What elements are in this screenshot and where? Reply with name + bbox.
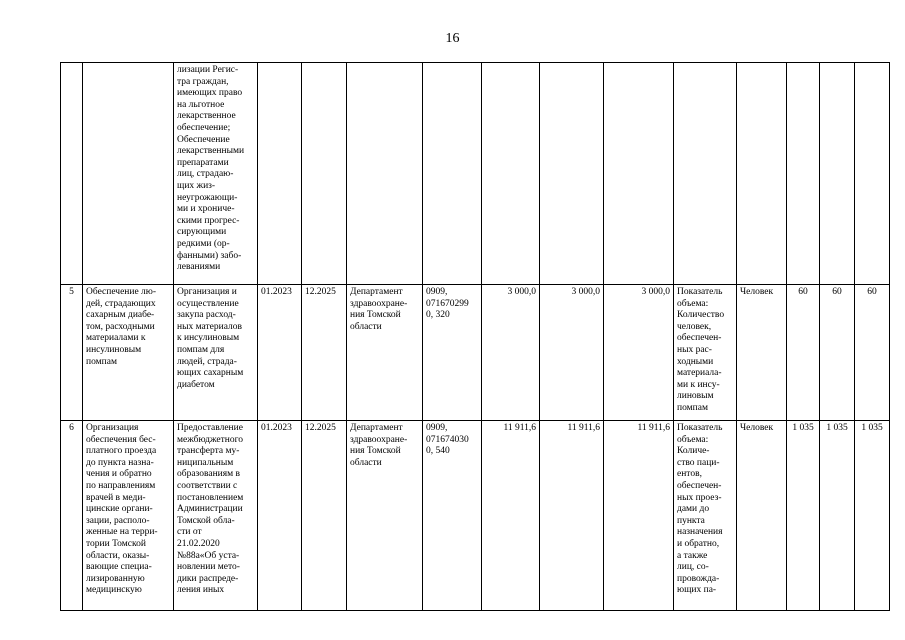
activities-text: Организация и осуществление закупа расход- ных материалов к инсулиновым помпам для людей, страда- ющих сахарным диабетом [177, 287, 244, 390]
cell-sum-1 [482, 63, 540, 285]
cell-activities [174, 285, 258, 421]
cell-activities [174, 63, 258, 285]
event-name: Организация обеспечения бес- платного проезда до пункта назна- чения и обратно по направлениям врачей в меди- цинские органи- зации, располо- женные на терри- тории Томской области, оказы- вающие специа- лизированную медицинскую [86, 423, 158, 596]
event-name: Обеспечение лю- дей, страдающих сахарным диабе- том, расходными материалами к инсулиновым помпам [86, 287, 157, 367]
cell-unit [737, 63, 787, 285]
cell-executor [347, 421, 423, 611]
table-row-continuation [61, 63, 890, 285]
table-row-5 [61, 285, 890, 421]
row-number: 5 [61, 285, 83, 421]
cell-indicator [674, 63, 737, 285]
cell-value-2: 60 [820, 285, 855, 421]
cell-sum-3: 3 000,0 [604, 285, 674, 421]
cell-value-1 [787, 63, 820, 285]
cell-sum-2: 3 000,0 [540, 285, 604, 421]
cell-num [61, 63, 83, 285]
cell-sum-1: 3 000,0 [482, 285, 540, 421]
cell-sum-1: 11 911,6 [482, 421, 540, 611]
cell-sum-2: 11 911,6 [540, 421, 604, 611]
program-table [60, 62, 890, 611]
cell-end: 12.2025 [302, 421, 347, 611]
cell-name [83, 63, 174, 285]
executor-text: Департамент здравоохране- ния Томской области [350, 287, 408, 332]
cell-start [258, 63, 302, 285]
cell-sum-3: 11 911,6 [604, 421, 674, 611]
activities-text: лизации Регис- тра граждан, имеющих право на льготное лекарственное обеспечение; Обеспечение лекарственными препаратами лиц, страдаю- щих жиз- неугрожающи- ми и хрониче- скими прогрес- сирующими редкими (ор- фанными) забо- леваниями [177, 65, 245, 273]
cell-name [83, 421, 174, 611]
cell-start: 01.2023 [258, 421, 302, 611]
cell-kbk [423, 421, 482, 611]
kbk-text: 0909, 071670299 0, 320 [426, 287, 469, 321]
kbk-text: 0909, 071674030 0, 540 [426, 423, 469, 457]
cell-value-1: 60 [787, 285, 820, 421]
cell-end: 12.2025 [302, 285, 347, 421]
cell-unit: Человек [737, 421, 787, 611]
cell-executor [347, 285, 423, 421]
cell-value-3: 60 [855, 285, 890, 421]
cell-value-2: 1 035 [820, 421, 855, 611]
row-number: 6 [61, 421, 83, 611]
cell-kbk [423, 285, 482, 421]
cell-indicator [674, 285, 737, 421]
cell-name [83, 285, 174, 421]
indicator-text: Показатель объема: Количество человек, обеспечен- ных рас- ходными материала- ми к инсу- линовым помпам [677, 287, 725, 413]
cell-value-2 [820, 63, 855, 285]
cell-executor [347, 63, 423, 285]
cell-value-1: 1 035 [787, 421, 820, 611]
cell-unit: Человек [737, 285, 787, 421]
cell-indicator [674, 421, 737, 611]
cell-value-3: 1 035 [855, 421, 890, 611]
page-number: 16 [445, 31, 460, 46]
executor-text: Департамент здравоохране- ния Томской области [350, 423, 408, 468]
cell-start: 01.2023 [258, 285, 302, 421]
cell-sum-2 [540, 63, 604, 285]
cell-value-3 [855, 63, 890, 285]
activities-text: Предоставление межбюджетного трансферта му- ниципальным образованиям в соответствии с постановлением Администрации Томской обла- сти от 21.02.2020 №88а«Об уста- новлении мето- дики распреде- ления иных [177, 423, 244, 596]
indicator-text: Показатель объема: Количе- ство паци- ентов, обеспечен- ных проез- дами до пункта назначения и обратно, а также лиц, со- провожда- ющих па- [677, 423, 723, 596]
cell-sum-3 [604, 63, 674, 285]
cell-end [302, 63, 347, 285]
table-row-6 [61, 421, 890, 611]
cell-kbk [423, 63, 482, 285]
cell-activities [174, 421, 258, 611]
